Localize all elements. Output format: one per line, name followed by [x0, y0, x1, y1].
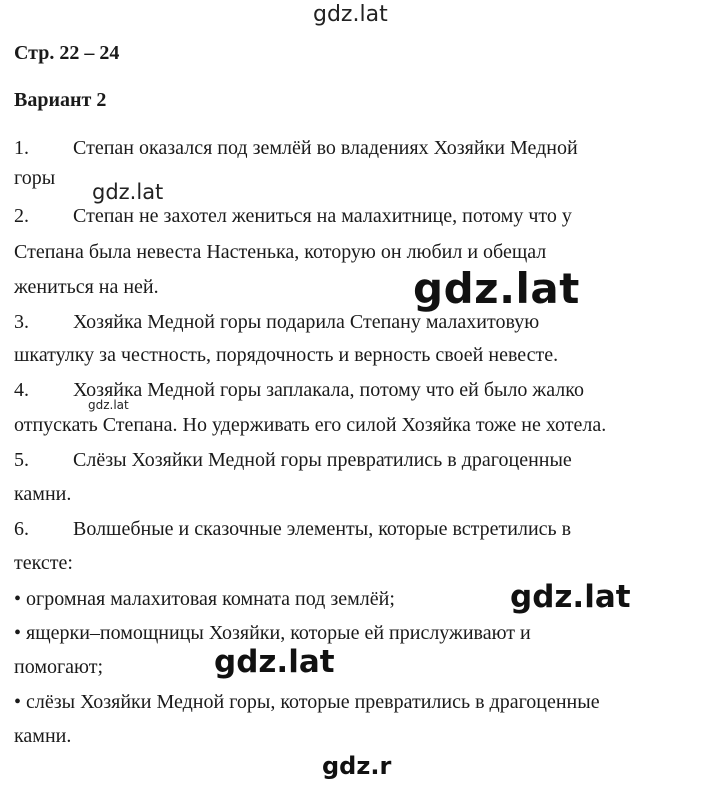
- answer-1-number: 1.: [14, 137, 29, 159]
- answer-2-line-3: жениться на ней.: [14, 276, 159, 298]
- answer-4-line-1: 4. Хозяйка Медной горы заплакала, потому что ей было жалко: [14, 379, 584, 401]
- pages-title: Стр. 22 – 24: [14, 42, 120, 64]
- bullet-3-line-1: • слёзы Хозяйки Медной горы, которые превратились в драгоценные: [14, 691, 600, 713]
- answer-5-line-2: камни.: [14, 483, 72, 505]
- answer-3-line-2: шкатулку за честность, порядочность и верность своей невесте.: [14, 344, 559, 366]
- answer-3-line-1: 3. Хозяйка Медной горы подарила Степану малахитовую: [14, 311, 540, 333]
- answer-2-number: 2.: [14, 205, 29, 227]
- watermark-bottom: gdz.r: [322, 752, 392, 780]
- watermark-small: gdz.lat: [92, 180, 164, 204]
- bullet-2-line-2: помогают;: [14, 656, 104, 678]
- answer-5-line-1: 5. Слёзы Хозяйки Медной горы превратились в драгоценные: [14, 449, 572, 471]
- answer-4-number: 4.: [14, 379, 29, 401]
- watermark-mid-left: gdz.lat: [214, 644, 335, 680]
- answer-3-number: 3.: [14, 311, 29, 333]
- answer-6-line-2: тексте:: [14, 552, 73, 574]
- answer-4-line-2: отпускать Степана. Но удерживать его силой Хозяйка тоже не хотела.: [14, 414, 607, 436]
- watermark-top: gdz.lat: [313, 2, 388, 27]
- answer-2-line-1: 2. Степан не захотел жениться на малахитнице, потому что у: [14, 205, 572, 227]
- answer-6-number: 6.: [14, 518, 29, 540]
- answer-5-number: 5.: [14, 449, 29, 471]
- watermark-big: gdz.lat: [413, 264, 580, 313]
- bullet-1: • огромная малахитовая комната под землёй;: [14, 588, 395, 610]
- answer-6-line-1: 6. Волшебные и сказочные элементы, которые встретились в: [14, 518, 572, 540]
- answer-2-line-2: Степана была невеста Настенька, которую он любил и обещал: [14, 241, 547, 263]
- answer-1-line-1: 1. Степан оказался под землёй во владениях Хозяйки Медной: [14, 137, 578, 159]
- bullet-3-line-2: камни.: [14, 725, 72, 747]
- watermark-mid-right: gdz.lat: [510, 579, 631, 615]
- variant-title: Вариант 2: [14, 89, 107, 111]
- bullet-2-line-1: • ящерки–помощницы Хозяйки, которые ей прислуживают и: [14, 622, 531, 644]
- watermark-tiny: gdz.lat: [88, 398, 129, 412]
- answer-1-line-2: горы: [14, 167, 56, 189]
